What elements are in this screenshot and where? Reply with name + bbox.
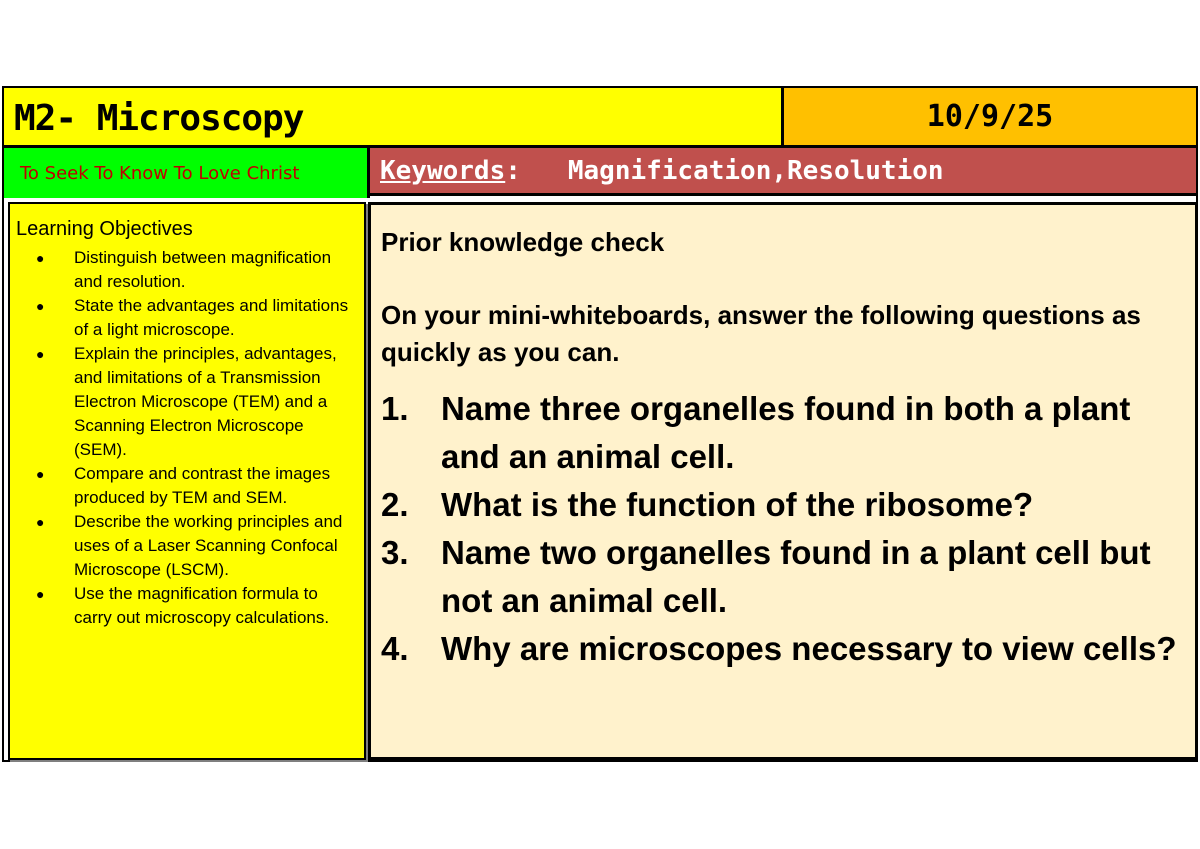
keywords-value: Magnification,Resolution xyxy=(567,156,944,186)
bullet-icon: ● xyxy=(36,298,45,314)
objective-item xyxy=(16,342,360,462)
question-item xyxy=(381,385,1185,481)
objective-text: Use the magnification formula to carry out microscopy calculations. xyxy=(74,584,330,627)
lesson-title: M2- Microscopy xyxy=(14,98,304,139)
bullet-icon: ● xyxy=(36,346,45,362)
prior-knowledge-heading: Prior knowledge check xyxy=(381,227,665,257)
objective-item xyxy=(16,294,360,342)
question-number: 3. xyxy=(381,534,409,571)
keywords-line xyxy=(380,156,944,186)
title-cell xyxy=(4,88,784,148)
keywords-label: Keywords xyxy=(380,156,506,186)
question-text: Why are microscopes necessary to view cells? xyxy=(441,630,1177,667)
lesson-date: 10/9/25 xyxy=(926,99,1054,134)
objective-text: Describe the working principles and uses of a Laser Scanning Confocal Microscope (LSCM). xyxy=(74,512,343,579)
lesson-slide xyxy=(2,86,1198,762)
instructions-text: On your mini-whiteboards, answer the following questions as quickly as you can. xyxy=(381,300,1141,367)
question-number: 2. xyxy=(381,486,409,523)
bullet-icon: ● xyxy=(36,250,45,266)
question-text: Name three organelles found in both a plant and an animal cell. xyxy=(441,390,1131,475)
school-motto: To Seek To Know To Love Christ xyxy=(20,163,300,184)
date-cell xyxy=(784,88,1196,148)
objectives-heading: Learning Objectives xyxy=(16,218,193,240)
question-number: 1. xyxy=(381,390,409,427)
objective-text: Distinguish between magnification and resolution. xyxy=(74,248,332,291)
objectives-list xyxy=(16,246,360,630)
learning-objectives-panel xyxy=(8,202,366,760)
question-text: Name two organelles found in a plant cell but not an animal cell. xyxy=(441,534,1151,619)
bullet-icon: ● xyxy=(36,514,45,530)
objective-item xyxy=(16,462,360,510)
objective-item xyxy=(16,510,360,582)
objective-text: Explain the principles, advantages, and limitations of a Transmission Electron Microscope (TEM) and a Scanning Electron Microscope (SEM). xyxy=(74,344,337,459)
bullet-icon: ● xyxy=(36,466,45,482)
keywords-cell xyxy=(370,148,1196,196)
objective-item xyxy=(16,246,360,294)
bullet-icon: ● xyxy=(36,586,45,602)
prior-knowledge-panel xyxy=(368,202,1198,760)
objective-item xyxy=(16,582,360,630)
question-number: 4. xyxy=(381,630,409,667)
question-item xyxy=(381,481,1185,529)
question-item xyxy=(381,529,1185,625)
objective-text: State the advantages and limitations of a light microscope. xyxy=(74,296,349,339)
objective-text: Compare and contrast the images produced by TEM and SEM. xyxy=(74,464,331,507)
questions-list xyxy=(381,385,1185,673)
motto-cell xyxy=(4,148,370,198)
question-item xyxy=(381,625,1185,673)
question-text: What is the function of the ribosome? xyxy=(441,486,1034,523)
keywords-separator: : xyxy=(505,156,521,186)
